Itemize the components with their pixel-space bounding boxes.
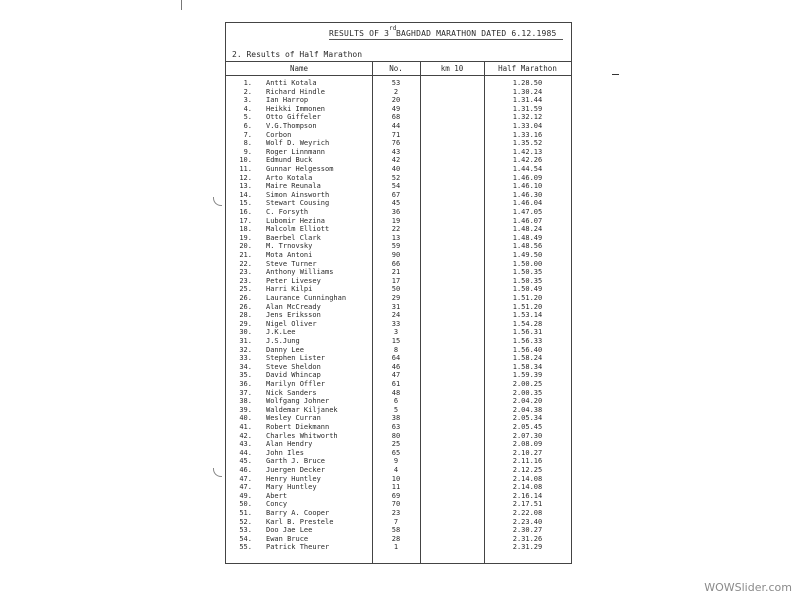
row-time: 1.31.44 <box>512 96 543 105</box>
document-title <box>226 27 571 41</box>
row-number: 17 <box>391 276 401 285</box>
row-number: 2 <box>393 87 399 96</box>
row-name: Harri Kilpi <box>266 285 313 294</box>
table-row <box>226 432 571 441</box>
results-sheet <box>225 22 572 564</box>
row-rank: 30. <box>239 328 252 337</box>
row-rank: 22. <box>239 259 252 268</box>
row-name: Steve Sheldon <box>266 362 321 371</box>
row-time: 2.10.27 <box>512 448 543 457</box>
row-time: 2.16.14 <box>512 491 543 500</box>
row-number: 61 <box>391 380 401 388</box>
row-time: 1.48.56 <box>512 242 543 251</box>
row-name: Patrick Theurer <box>266 543 330 552</box>
title-prefix: RESULTS OF 3 <box>329 29 390 38</box>
row-number: 65 <box>391 448 401 457</box>
row-number: 44 <box>391 122 401 130</box>
row-rank: 47. <box>239 474 252 483</box>
table-row <box>226 440 571 449</box>
results-table <box>226 61 571 564</box>
title-suffix: BAGHDAD MARATHON DATED 6.12.1985 <box>396 29 557 38</box>
row-rank: 21. <box>239 251 252 259</box>
row-number: 31 <box>391 302 401 311</box>
row-rank: 35. <box>239 371 252 380</box>
watermark: WOWSlider.com <box>704 581 792 594</box>
row-name: Malcolm Elliott <box>266 225 330 234</box>
row-time: 1.58.34 <box>512 362 543 371</box>
row-rank: 39. <box>239 405 252 414</box>
row-name: Danny Lee <box>266 345 304 354</box>
header-km10: km 10 <box>440 64 464 73</box>
row-time: 2.14.08 <box>512 474 543 483</box>
row-time: 2.00.35 <box>512 388 543 397</box>
row-time: 2.05.34 <box>512 414 543 423</box>
row-time: 1.51.20 <box>512 302 543 311</box>
row-rank: 33. <box>239 354 252 363</box>
row-name: Nigel Oliver <box>266 319 317 328</box>
row-number: 6 <box>393 397 399 406</box>
row-time: 2.04.38 <box>512 405 543 414</box>
row-name: J.S.Jung <box>266 337 300 345</box>
row-name: Wesley Curran <box>266 414 321 423</box>
row-number: 28 <box>391 534 401 543</box>
row-name: Simon Ainsworth <box>266 190 330 199</box>
table-row <box>226 371 571 380</box>
row-number: 50 <box>391 285 401 294</box>
row-number: 46 <box>391 362 401 371</box>
row-rank: 10. <box>239 156 252 165</box>
row-number: 40 <box>391 165 401 173</box>
row-time: 1.33.04 <box>512 122 543 130</box>
row-name: Garth J. Bruce <box>266 457 326 466</box>
table-row <box>226 242 571 251</box>
row-name: Robert Diekmann <box>266 423 330 431</box>
table-row <box>226 294 571 303</box>
table-row <box>226 414 571 423</box>
row-number: 10 <box>391 474 401 483</box>
row-rank: 2. <box>243 87 252 96</box>
row-rank: 1. <box>243 79 252 87</box>
header-divider <box>226 75 571 76</box>
row-rank: 34. <box>239 362 252 371</box>
row-number: 71 <box>391 130 401 139</box>
row-time: 1.35.52 <box>512 139 543 148</box>
table-row <box>226 139 571 148</box>
row-name: Gunnar Helgessom <box>266 165 334 173</box>
row-time: 1.46.10 <box>512 182 543 191</box>
row-name: Alan Hendry <box>266 440 313 449</box>
punch-mark <box>213 468 222 477</box>
table-row <box>226 354 571 363</box>
row-time: 1.58.24 <box>512 354 543 363</box>
row-rank: 40. <box>239 414 252 423</box>
header-half-marathon: Half Marathon <box>498 64 557 73</box>
row-number: 15 <box>391 337 401 345</box>
table-row <box>226 113 571 122</box>
row-name: Corbon <box>266 130 292 139</box>
table-row <box>226 518 571 527</box>
row-time: 2.17.51 <box>512 500 543 509</box>
row-rank: 31. <box>239 337 252 345</box>
row-number: 5 <box>393 405 399 414</box>
row-number: 21 <box>391 268 401 277</box>
row-rank: 4. <box>243 104 252 113</box>
row-number: 54 <box>391 182 401 191</box>
table-row <box>226 208 571 217</box>
row-number: 20 <box>391 96 401 105</box>
table-row <box>226 311 571 320</box>
row-name: Marilyn Offler <box>266 380 326 388</box>
row-name: Mary Huntley <box>266 483 317 492</box>
row-rank: 28. <box>239 311 252 320</box>
row-rank: 7. <box>243 130 252 139</box>
row-rank: 26. <box>239 302 252 311</box>
table-row <box>226 182 571 191</box>
table-row <box>226 423 571 432</box>
row-name: M. Trnovsky <box>266 242 313 251</box>
row-number: 80 <box>391 431 401 440</box>
table-row <box>226 535 571 544</box>
row-time: 1.46.04 <box>512 199 543 208</box>
row-name: Maire Reunala <box>266 182 321 191</box>
table-row <box>226 346 571 355</box>
row-time: 1.54.28 <box>512 319 543 328</box>
section-heading: 2. Results of Half Marathon <box>232 50 363 59</box>
row-number: 63 <box>391 423 401 431</box>
table-row <box>226 96 571 105</box>
row-number: 76 <box>391 139 401 148</box>
row-number: 25 <box>391 440 401 449</box>
row-time: 2.11.16 <box>512 457 543 466</box>
row-name: Barry A. Cooper <box>266 509 330 517</box>
row-rank: 37. <box>239 388 252 397</box>
row-rank: 38. <box>239 397 252 406</box>
punch-mark <box>213 197 222 206</box>
row-name: Laurance Cunninghan <box>266 294 347 302</box>
row-rank: 15. <box>239 199 252 208</box>
row-time: 2.30.27 <box>512 526 543 535</box>
row-name: Stewart Cousing <box>266 199 330 208</box>
row-rank: 19. <box>239 233 252 242</box>
row-time: 1.47.05 <box>512 208 543 216</box>
row-name: Waldemar Kiljanek <box>266 405 338 414</box>
row-number: 1 <box>393 543 399 552</box>
table-row <box>226 260 571 269</box>
table-row <box>226 268 571 277</box>
row-number: 59 <box>391 242 401 251</box>
row-time: 1.51.20 <box>512 294 543 302</box>
row-time: 2.07.30 <box>512 431 543 440</box>
row-name: Ian Harrop <box>266 96 309 105</box>
row-name: Antti Kotala <box>266 79 317 87</box>
row-number: 90 <box>391 251 401 259</box>
table-row <box>226 320 571 329</box>
row-number: 24 <box>391 311 401 320</box>
row-time: 1.28.50 <box>512 79 543 87</box>
row-time: 2.22.08 <box>512 509 543 517</box>
table-row <box>226 234 571 243</box>
row-number: 11 <box>391 483 401 492</box>
row-rank: 47. <box>239 483 252 492</box>
row-time: 1.48.49 <box>512 233 543 242</box>
table-row <box>226 483 571 492</box>
table-row <box>226 122 571 131</box>
row-number: 36 <box>391 208 401 216</box>
row-name: Henry Huntley <box>266 474 321 483</box>
table-row <box>226 457 571 466</box>
table-row <box>226 543 571 552</box>
row-rank: 25. <box>239 285 252 294</box>
row-number: 4 <box>393 466 399 474</box>
table-row <box>226 285 571 294</box>
header-name: Name <box>289 64 309 73</box>
row-time: 1.44.54 <box>512 165 543 173</box>
row-time: 2.08.09 <box>512 440 543 449</box>
table-row <box>226 363 571 372</box>
row-number: 33 <box>391 319 401 328</box>
row-rank: 8. <box>243 139 252 148</box>
row-name: Richard Hindle <box>266 87 326 96</box>
row-time: 1.59.39 <box>512 371 543 380</box>
row-time: 1.42.26 <box>512 156 543 165</box>
row-rank: 5. <box>243 113 252 122</box>
row-time: 2.12.25 <box>512 466 543 474</box>
row-time: 1.48.24 <box>512 225 543 234</box>
table-row <box>226 174 571 183</box>
row-name: Charles Whitworth <box>266 431 338 440</box>
row-rank: 49. <box>239 491 252 500</box>
row-time: 1.50.00 <box>512 259 543 268</box>
row-name: Karl B. Prestele <box>266 517 334 526</box>
table-row <box>226 449 571 458</box>
row-number: 13 <box>391 233 401 242</box>
row-name: Peter Livesey <box>266 276 321 285</box>
row-time: 2.31.26 <box>512 534 543 543</box>
row-rank: 20. <box>239 242 252 251</box>
row-rank: 43. <box>239 440 252 449</box>
row-rank: 51. <box>239 509 252 517</box>
table-row <box>226 380 571 389</box>
row-time: 1.46.30 <box>512 190 543 199</box>
row-rank: 45. <box>239 457 252 466</box>
table-row <box>226 500 571 509</box>
table-row <box>226 397 571 406</box>
row-rank: 9. <box>243 147 252 156</box>
row-name: Ewan Bruce <box>266 534 309 543</box>
row-time: 2.23.40 <box>512 517 543 526</box>
row-number: 29 <box>391 294 401 302</box>
row-number: 45 <box>391 199 401 208</box>
margin-mark <box>181 0 182 10</box>
row-name: Heikki Immonen <box>266 104 326 113</box>
row-rank: 52. <box>239 517 252 526</box>
row-name: Otto Giffeler <box>266 113 321 122</box>
row-rank: 23. <box>239 276 252 285</box>
row-rank: 32. <box>239 345 252 354</box>
row-number: 66 <box>391 259 401 268</box>
row-name: Stephen Lister <box>266 354 326 363</box>
table-row <box>226 303 571 312</box>
row-rank: 17. <box>239 216 252 225</box>
row-name: Jens Eriksson <box>266 311 321 320</box>
row-time: 1.46.09 <box>512 173 543 182</box>
row-number: 49 <box>391 104 401 113</box>
table-row <box>226 406 571 415</box>
row-rank: 36. <box>239 380 252 388</box>
row-rank: 29. <box>239 319 252 328</box>
table-row <box>226 475 571 484</box>
table-row <box>226 337 571 346</box>
row-time: 2.05.45 <box>512 423 543 431</box>
row-number: 52 <box>391 173 401 182</box>
row-name: Arto Kotala <box>266 173 313 182</box>
margin-dash <box>612 74 619 75</box>
row-number: 68 <box>391 113 401 122</box>
row-rank: 16. <box>239 208 252 216</box>
row-time: 1.56.33 <box>512 337 543 345</box>
row-number: 58 <box>391 526 401 535</box>
row-name: Nick Sanders <box>266 388 317 397</box>
row-rank: 50. <box>239 500 252 509</box>
row-rank: 46. <box>239 466 252 474</box>
row-number: 53 <box>391 79 401 87</box>
table-row <box>226 199 571 208</box>
row-time: 2.14.08 <box>512 483 543 492</box>
row-number: 9 <box>393 457 399 466</box>
table-row <box>226 277 571 286</box>
table-row <box>226 105 571 114</box>
row-time: 2.31.29 <box>512 543 543 552</box>
row-rank: 12. <box>239 173 252 182</box>
table-row <box>226 148 571 157</box>
row-rank: 42. <box>239 431 252 440</box>
row-time: 1.32.12 <box>512 113 543 122</box>
row-name: Wolf D. Weyrich <box>266 139 330 148</box>
row-rank: 41. <box>239 423 252 431</box>
table-row <box>226 156 571 165</box>
row-time: 1.56.31 <box>512 328 543 337</box>
table-row <box>226 191 571 200</box>
row-number: 43 <box>391 147 401 156</box>
row-time: 1.30.24 <box>512 87 543 96</box>
table-row <box>226 131 571 140</box>
row-number: 69 <box>391 491 401 500</box>
row-number: 67 <box>391 190 401 199</box>
row-number: 42 <box>391 156 401 165</box>
table-row <box>226 466 571 475</box>
table-row <box>226 492 571 501</box>
row-name: Concy <box>266 500 288 509</box>
table-row <box>226 79 571 88</box>
table-row <box>226 328 571 337</box>
row-time: 1.53.14 <box>512 311 543 320</box>
row-rank: 14. <box>239 190 252 199</box>
row-rank: 54. <box>239 534 252 543</box>
row-rank: 13. <box>239 182 252 191</box>
row-name: V.G.Thompson <box>266 122 317 130</box>
table-row <box>226 251 571 260</box>
row-number: 3 <box>393 328 399 337</box>
table-row <box>226 526 571 535</box>
row-name: Roger Linnmann <box>266 147 326 156</box>
row-time: 2.00.25 <box>512 380 543 388</box>
row-rank: 23. <box>239 268 252 277</box>
row-name: Steve Turner <box>266 259 317 268</box>
row-number: 22 <box>391 225 401 234</box>
row-number: 70 <box>391 500 401 509</box>
row-name: Lubomir Hezina <box>266 216 326 225</box>
row-name: David Whincap <box>266 371 321 380</box>
row-name: Wolfgang Johner <box>266 397 330 406</box>
table-row <box>226 509 571 518</box>
row-name: C. Forsyth <box>266 208 309 216</box>
row-name: Abert <box>266 491 288 500</box>
row-name: Juergen Decker <box>266 466 326 474</box>
row-rank: 26. <box>239 294 252 302</box>
row-name: Doo Jae Lee <box>266 526 313 535</box>
row-time: 1.31.59 <box>512 104 543 113</box>
row-number: 23 <box>391 509 401 517</box>
table-row <box>226 389 571 398</box>
row-name: Mota Antoni <box>266 251 313 259</box>
row-name: Baerbel Clark <box>266 233 321 242</box>
table-row <box>226 165 571 174</box>
table-row <box>226 88 571 97</box>
table-row <box>226 225 571 234</box>
row-time: 1.49.50 <box>512 251 543 259</box>
row-rank: 18. <box>239 225 252 234</box>
row-number: 19 <box>391 216 401 225</box>
row-time: 1.46.07 <box>512 216 543 225</box>
row-time: 1.50.35 <box>512 276 543 285</box>
row-time: 1.50.35 <box>512 268 543 277</box>
row-number: 64 <box>391 354 401 363</box>
row-name: J.K.Lee <box>266 328 296 337</box>
row-rank: 44. <box>239 448 252 457</box>
row-number: 47 <box>391 371 401 380</box>
header-number: No. <box>389 64 403 73</box>
row-time: 1.50.49 <box>512 285 543 294</box>
row-rank: 11. <box>239 165 252 173</box>
title-superscript: rd <box>389 25 397 32</box>
row-name: John Iles <box>266 448 304 457</box>
row-time: 2.04.20 <box>512 397 543 406</box>
row-time: 1.56.40 <box>512 345 543 354</box>
row-time: 1.42.13 <box>512 147 543 156</box>
row-name: Anthony Williams <box>266 268 334 277</box>
row-rank: 55. <box>239 543 252 552</box>
title-underline <box>329 39 563 40</box>
row-number: 7 <box>393 517 399 526</box>
row-rank: 3. <box>243 96 252 105</box>
row-rank: 6. <box>243 122 252 130</box>
row-name: Edmund Buck <box>266 156 313 165</box>
table-row <box>226 217 571 226</box>
row-rank: 53. <box>239 526 252 535</box>
row-name: Alan McCready <box>266 302 321 311</box>
row-number: 48 <box>391 388 401 397</box>
row-time: 1.33.16 <box>512 130 543 139</box>
row-number: 38 <box>391 414 401 423</box>
row-number: 8 <box>393 345 399 354</box>
